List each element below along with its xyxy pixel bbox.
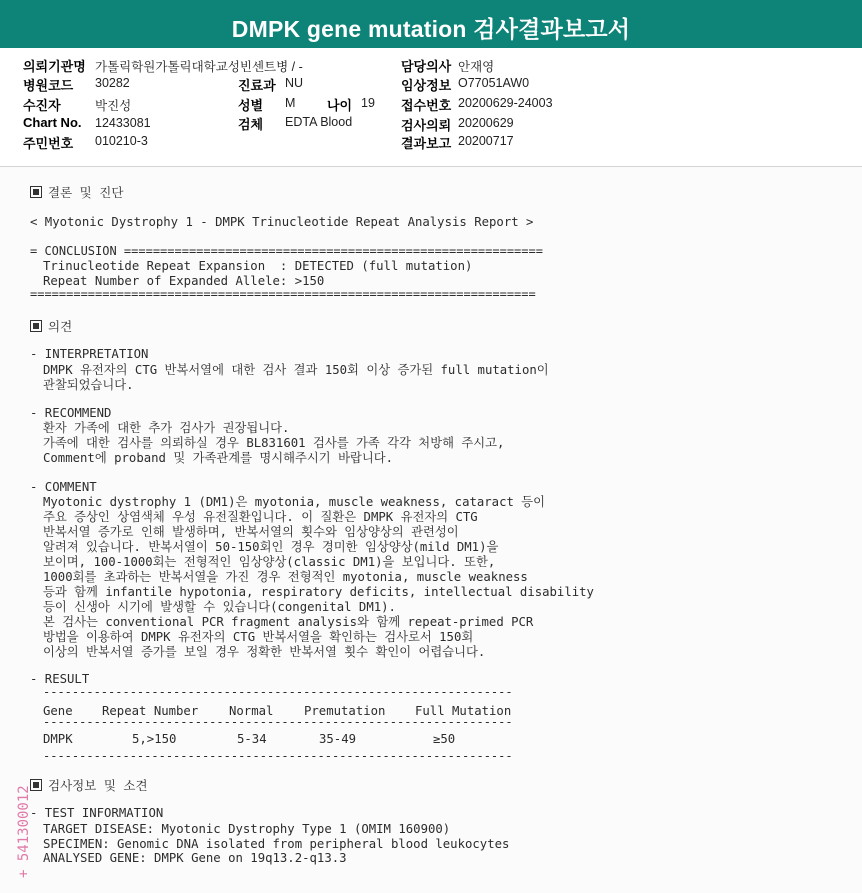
- cell-full-mutation: ≥50: [433, 732, 456, 746]
- age-label: 나이: [327, 98, 353, 113]
- report-header-bar: [0, 0, 862, 49]
- comment-line: 보이며, 100-1000회는 전형적인 임상양상(classic DM1)을 보입니다. 또한,: [43, 555, 496, 569]
- patient-info-panel: [0, 48, 862, 167]
- stamp-text: + 541300012: [16, 785, 32, 878]
- sex-label: 성별: [238, 98, 264, 113]
- resident-label: 주민번호: [23, 136, 74, 151]
- cell-repeat: 5,>150: [132, 732, 177, 746]
- comment-line: 반복서열 증가로 인해 발생하며, 반복서열의 횟수와 임상양상의 관련성이: [43, 525, 459, 539]
- result-rule-mid: -----------------------------------------------------------------: [43, 715, 513, 729]
- square-bullet-icon: [30, 186, 42, 198]
- result-rule-top: -----------------------------------------------------------------: [43, 685, 513, 699]
- table-row: [43, 732, 563, 748]
- comment-line: 주요 증상인 상염색체 우성 유전질환입니다. 이 질환은 DMPK 유전자의 CTG: [43, 510, 478, 524]
- opinion-heading: 의견: [30, 317, 72, 335]
- institution-label: 의뢰기관명: [23, 59, 86, 74]
- specimen-label: 검체: [238, 117, 264, 132]
- table-header-repeat: Repeat Number: [102, 704, 199, 718]
- conclusion-expansion: Trinucleotide Repeat Expansion : DETECTED (full mutation): [43, 259, 473, 273]
- cell-premutation: 35-49: [319, 732, 357, 746]
- conclusion-rule-bottom: ======================================================================: [30, 287, 536, 301]
- interpretation-line-1: DMPK 유전자의 CTG 반복서열에 대한 검사 결과 150회 이상 증가된 full mutation이: [43, 363, 549, 377]
- resident-value: 010210-3: [95, 134, 148, 148]
- recommend-line-3: Comment에 proband 및 가족관계를 명시해주시기 바랍니다.: [43, 451, 394, 465]
- result-rule-bottom: -----------------------------------------------------------------: [43, 749, 513, 763]
- comment-line: 방법을 이용하여 DMPK 유전자의 CTG 반복서열을 확인하는 검사로서 150회: [43, 630, 474, 644]
- interpretation-label: - INTERPRETATION: [30, 347, 149, 361]
- doctor-label: 담당의사: [401, 59, 452, 74]
- comment-line: 알려져 있습니다. 반복서열이 50-150회인 경우 경미한 임상양상(mild DM1)을: [43, 540, 499, 554]
- clinical-info-label: 임상정보: [401, 78, 452, 93]
- institution-value: 가톨릭학원가톨릭대학교성빈센트병 / -: [95, 60, 303, 74]
- doctor-value: 안재영: [458, 60, 495, 74]
- report-title: DMPK gene mutation 검사결과보고서: [231, 16, 631, 42]
- comment-line: 등과 함께 infantile hypotonia, respiratory deficits, intellectual disability: [43, 585, 594, 599]
- comment-line: 본 검사는 conventional PCR fragment analysis와 함께 repeat-primed PCR: [43, 615, 534, 629]
- patient-label: 수진자: [23, 98, 61, 113]
- conclusion-heading: 결론 및 진단: [30, 183, 123, 201]
- analysed-gene: ANALYSED GENE: DMPK Gene on 19q13.2-q13.3: [43, 851, 347, 865]
- request-date-label: 검사의뢰: [401, 118, 452, 133]
- result-label: - RESULT: [30, 672, 90, 686]
- comment-line: Myotonic dystrophy 1 (DM1)은 myotonia, muscle weakness, cataract 등이: [43, 495, 546, 509]
- department-label: 진료과: [238, 78, 276, 93]
- comment-label: - COMMENT: [30, 480, 97, 494]
- test-info-heading: 검사정보 및 소견: [30, 776, 148, 794]
- target-disease: TARGET DISEASE: Myotonic Dystrophy Type 1 (OMIM 160900): [43, 822, 451, 836]
- conclusion-rule-top: = CONCLUSION ==========================================================: [30, 244, 543, 258]
- comment-line: 등이 신생아 시기에 발생할 수 있습니다(congenital DM1).: [43, 600, 396, 614]
- receipt-label: 접수번호: [401, 98, 452, 113]
- hospital-code-value: 30282: [95, 76, 130, 90]
- interpretation-line-2: 관찰되었습니다.: [43, 378, 134, 392]
- receipt-value: 20200629-24003: [458, 96, 553, 110]
- age-value: 19: [361, 96, 375, 110]
- recommend-label: - RECOMMEND: [30, 406, 112, 420]
- chart-label: Chart No.: [23, 115, 82, 130]
- conclusion-repeat-number: Repeat Number of Expanded Allele: >150: [43, 274, 325, 288]
- table-header-gene: Gene: [43, 704, 73, 718]
- request-date-value: 20200629: [458, 116, 514, 130]
- square-bullet-icon: [30, 320, 42, 332]
- department-value: NU: [285, 76, 304, 90]
- patient-value: 박진성: [95, 99, 132, 113]
- test-information-label: - TEST INFORMATION: [30, 806, 164, 820]
- recommend-line-2: 가족에 대한 검사를 의뢰하실 경우 BL831601 검사를 가족 각각 처방해 주시고,: [43, 436, 505, 450]
- report-date-value: 20200717: [458, 134, 514, 148]
- report-body: [0, 167, 862, 893]
- table-header-full-mutation: Full Mutation: [415, 704, 512, 718]
- sex-value: M: [285, 96, 296, 110]
- chart-value: 12433081: [95, 116, 151, 130]
- comment-line: 이상의 반복서열 증가를 보일 경우 정확한 반복서열 횟수 확인이 어렵습니다.: [43, 645, 486, 659]
- hospital-code-label: 병원코드: [23, 78, 74, 93]
- table-header-normal: Normal: [229, 704, 274, 718]
- comment-line: 1000회를 초과하는 반복서열을 가진 경우 전형적인 myotonia, muscle weakness: [43, 570, 528, 584]
- barcode-stamp: [12, 740, 32, 880]
- clinical-info-value: O77051AW0: [458, 76, 530, 90]
- report-subtitle: < Myotonic Dystrophy 1 - DMPK Trinucleotide Repeat Analysis Report >: [30, 215, 534, 229]
- report-date-label: 결과보고: [401, 136, 452, 151]
- specimen-value: EDTA Blood: [285, 115, 353, 129]
- specimen-description: SPECIMEN: Genomic DNA isolated from peripheral blood leukocytes: [43, 837, 510, 851]
- table-header-premutation: Premutation: [304, 704, 386, 718]
- cell-gene: DMPK: [43, 732, 73, 746]
- cell-normal: 5-34: [237, 732, 267, 746]
- recommend-line-1: 환자 가족에 대한 추가 검사가 권장됩니다.: [43, 421, 290, 435]
